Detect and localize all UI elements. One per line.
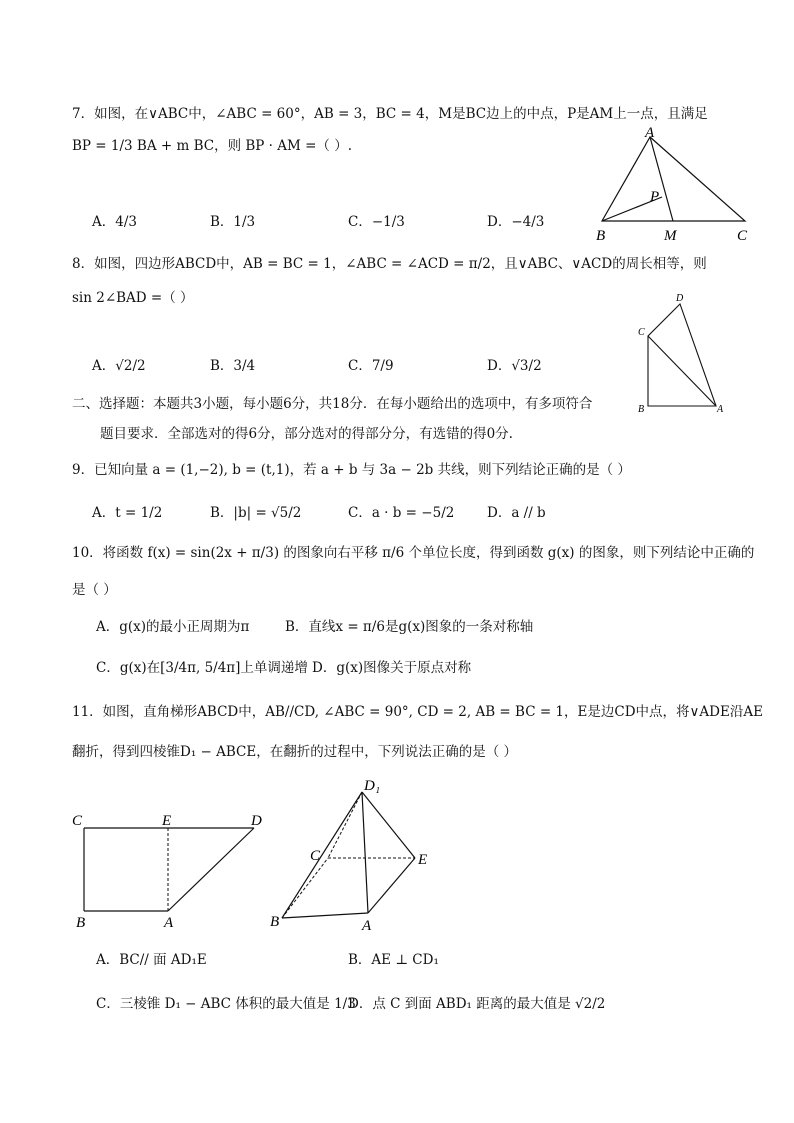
- q7-label-a: A: [645, 125, 655, 141]
- q11-fig2-label-d1: D₁: [364, 778, 381, 794]
- q8-option-a: A．√2/2: [92, 358, 146, 374]
- q9-stem: 9．已知向量 a = (1,−2), b = (t,1)，若 a + b 与 3a − 2b 共线，则下列结论正确的是（ ）: [72, 462, 631, 478]
- q11-fig2-label-a: A: [362, 918, 372, 934]
- q10-option-b: B．直线x = π/6是g(x)图象的一条对称轴: [285, 619, 534, 635]
- q7-label-m: M: [664, 228, 677, 244]
- q10-option-d: D．g(x)图像关于原点对称: [312, 660, 472, 676]
- q11-stem-line2: 翻折，得到四棱锥D₁ − ABCE，在翻折的过程中，下列说法正确的是（ ）: [72, 744, 518, 760]
- q7-stem-line1-text: 7．如图，在∨ABC中，∠ABC = 60°，AB = 3，BC = 4，M是BC边上的中点，P是AM上一点，且满足: [72, 106, 708, 122]
- q8-stem-line1: 8．如图，四边形ABCD中，AB = BC = 1，∠ABC = ∠ACD = π/2，且∨ABC、∨ACD的周长相等，则: [72, 256, 707, 272]
- q8-option-c: C．7/9: [348, 358, 394, 374]
- q10-stem-line1: 10．将函数 f(x) = sin(2x + π/3) 的图象向右平移 π/6 个单位长度，得到函数 g(x) 的图象，则下列结论中正确的: [72, 545, 755, 561]
- q7-option-b: B．1/3: [210, 214, 256, 230]
- q11-fig2-label-c: C: [310, 848, 321, 864]
- q7-stem-line2-text: BP = 1/3 BA + m BC，则 BP · AM =（ ）.: [72, 138, 352, 154]
- q10-option-c: C．g(x)在[3/4π, 5/4π]上单调递增: [96, 660, 308, 676]
- q8-label-b: B: [638, 404, 645, 415]
- q11-stem-line1: 11．如图，直角梯形ABCD中，AB//CD, ∠ABC = 90°, CD = 2, AB = BC = 1，E是边CD中点，将∨ADE沿AE: [72, 704, 763, 720]
- q9-option-d: D．a // b: [487, 505, 546, 521]
- q7-stem-line2: [72, 136, 352, 156]
- q11-fig2-label-b: B: [270, 914, 280, 930]
- q9-option-b: B．|b| = √5/2: [210, 505, 302, 521]
- q10-option-a: A．g(x)的最小正周期为π: [96, 619, 250, 635]
- q11-fig1-label-c: C: [72, 813, 83, 829]
- q9-option-c: C．a · b = −5/2: [348, 505, 455, 521]
- q11-pyramid-figure: [262, 772, 442, 937]
- section2-line2: 题目要求．全部选对的得6分，部分选对的得部分分，有选错的得0分.: [100, 426, 513, 442]
- q8-quadrilateral-figure: [630, 288, 730, 416]
- q7-option-a: A．4/3: [92, 214, 137, 230]
- q7-triangle-figure: [590, 125, 760, 250]
- q8-label-c: C: [638, 327, 645, 338]
- q8-option-d: D．√3/2: [487, 358, 542, 374]
- q10-stem-line2: 是（ ）: [72, 582, 117, 598]
- q11-option-a: A．BC// 面 AD₁E: [96, 952, 207, 968]
- q7-option-c: C．−1/3: [348, 214, 405, 230]
- q11-fig1-label-d: D: [251, 813, 262, 829]
- q11-fig2-label-e: E: [418, 852, 428, 868]
- q8-stem-line2: sin 2∠BAD =（ ）: [72, 290, 194, 306]
- q7-label-p: P: [650, 189, 660, 205]
- q11-fig1-label-a: A: [164, 915, 174, 931]
- q11-fig1-label-e: E: [162, 813, 172, 829]
- q11-option-b: B．AE ⊥ CD₁: [348, 952, 439, 968]
- q11-fig1-label-b: B: [76, 915, 86, 931]
- q7-option-d: D．−4/3: [487, 214, 545, 230]
- q8-label-a: A: [717, 404, 724, 415]
- q7-label-c: C: [737, 228, 748, 244]
- q8-label-d: D: [676, 293, 684, 304]
- q9-option-a: A．t = 1/2: [92, 505, 163, 521]
- q11-trapezoid-figure: [66, 806, 276, 936]
- q11-option-d: D．点 C 到面 ABD₁ 距离的最大值是 √2/2: [348, 996, 606, 1012]
- q11-option-c: C．三棱锥 D₁ − ABC 体积的最大值是 1/3: [96, 996, 356, 1012]
- q7-label-b: B: [596, 228, 606, 244]
- q8-option-b: B．3/4: [210, 358, 256, 374]
- q7-stem-line1: [72, 104, 708, 124]
- section2-line1: 二、选择题：本题共3小题，每小题6分，共18分．在每小题给出的选项中，有多项符合: [72, 396, 593, 412]
